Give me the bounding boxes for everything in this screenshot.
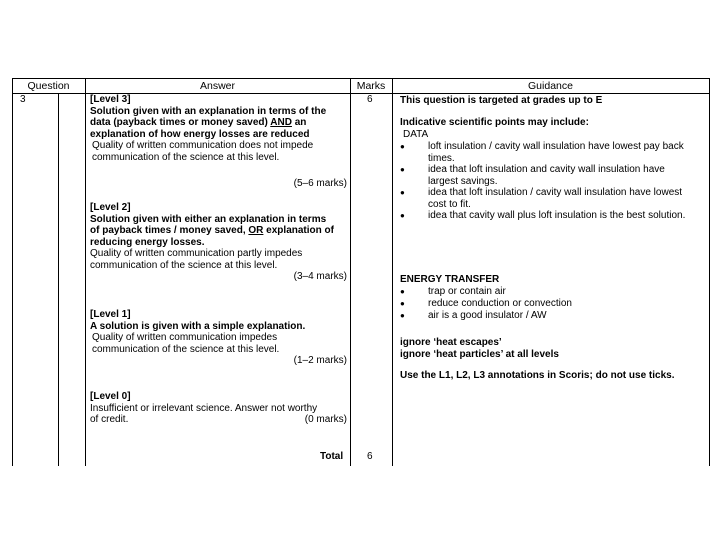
bullet-icon: ● bbox=[400, 165, 405, 174]
data-point-1-line2: times. bbox=[428, 152, 455, 164]
mark-scheme-table bbox=[12, 78, 710, 466]
rule-right bbox=[709, 78, 710, 466]
level3-marks: (5–6 marks) bbox=[293, 178, 347, 189]
data-point-2-line2: largest savings. bbox=[428, 175, 498, 187]
level2-line1: Solution given with either an explanation in terms bbox=[90, 213, 327, 225]
bullet-icon: ● bbox=[400, 299, 405, 308]
energy-point-3: air is a good insulator / AW bbox=[428, 310, 547, 321]
level2-qwc2: communication of the science at this level. bbox=[90, 259, 278, 271]
bullet-icon: ● bbox=[400, 311, 405, 320]
data-point-3-line1: idea that loft insulation / cavity wall insulation have lowest bbox=[428, 187, 683, 198]
level2-line3: reducing energy losses. bbox=[90, 236, 205, 248]
energy-heading: ENERGY TRANSFER bbox=[400, 274, 500, 285]
total-label: Total bbox=[320, 451, 344, 462]
level3-qwc1: Quality of written communication does not impede bbox=[92, 140, 314, 151]
data-point-3-line2: cost to fit. bbox=[428, 198, 471, 210]
level3-line2: data (payback times or money saved) AND an bbox=[90, 117, 307, 128]
data-heading: DATA bbox=[403, 129, 429, 140]
header-answer: Answer bbox=[199, 80, 235, 92]
level0-title: [Level 0] bbox=[90, 391, 131, 402]
level1-qwc1: Quality of written communication impedes bbox=[92, 332, 278, 343]
level2-marks: (3–4 marks) bbox=[293, 271, 347, 282]
level2-title: [Level 2] bbox=[90, 202, 131, 213]
ignore-2: ignore ‘heat particles’ at all levels bbox=[400, 348, 559, 360]
level3-line1: Solution given with an explanation in terms of the bbox=[90, 105, 327, 117]
marks-value: 6 bbox=[367, 94, 373, 105]
ignore-1: ignore ‘heat escapes’ bbox=[400, 337, 502, 348]
guidance-target: This question is targeted at grades up to E bbox=[400, 95, 603, 106]
level1-title: [Level 1] bbox=[90, 309, 131, 320]
level1-marks: (1–2 marks) bbox=[293, 355, 347, 366]
header-guidance: Guidance bbox=[528, 80, 573, 92]
header-marks: Marks bbox=[356, 80, 386, 92]
data-point-4-line1: idea that cavity wall plus loft insulation is the best solution. bbox=[428, 210, 686, 221]
bullet-icon: ● bbox=[400, 287, 405, 296]
energy-point-1: trap or contain air bbox=[428, 286, 506, 297]
data-point-2-line1: idea that loft insulation and cavity wall insulation have bbox=[428, 164, 665, 175]
bullet-icon: ● bbox=[400, 211, 405, 220]
data-point-1-line1: loft insulation / cavity wall insulation have lowest pay back bbox=[428, 141, 684, 152]
header-question: Question bbox=[27, 80, 70, 92]
level3-qwc2: communication of the science at this level. bbox=[92, 151, 280, 163]
rule-marks-guidance bbox=[392, 78, 393, 466]
rule-question-split bbox=[58, 94, 59, 466]
bullet-icon: ● bbox=[400, 142, 405, 151]
level1-line1: A solution is given with a simple explanation. bbox=[90, 320, 306, 332]
level3-line3: explanation of how energy losses are reduced bbox=[90, 128, 310, 140]
bullet-icon: ● bbox=[400, 188, 405, 197]
level1-qwc2: communication of the science at this level. bbox=[92, 343, 280, 355]
energy-point-2: reduce conduction or convection bbox=[428, 298, 572, 309]
level2-line2: of payback times / money saved, OR explanation of bbox=[90, 225, 334, 236]
level0-line2: of credit. bbox=[90, 414, 129, 425]
total-marks: 6 bbox=[367, 451, 373, 462]
annotations-note: Use the L1, L2, L3 annotations in Scoris; do not use ticks. bbox=[400, 370, 675, 381]
level3-title: [Level 3] bbox=[90, 94, 131, 105]
rule-question-answer bbox=[85, 78, 86, 466]
rule-answer-marks bbox=[350, 78, 351, 466]
guidance-indicative: Indicative scientific points may include: bbox=[400, 117, 589, 128]
question-number: 3 bbox=[20, 94, 26, 105]
level2-qwc1: Quality of written communication partly impedes bbox=[90, 248, 303, 259]
level0-marks: (0 marks) bbox=[304, 414, 347, 425]
level0-line1: Insufficient or irrelevant science. Answer not worthy bbox=[90, 402, 318, 414]
rule-left bbox=[12, 78, 13, 466]
